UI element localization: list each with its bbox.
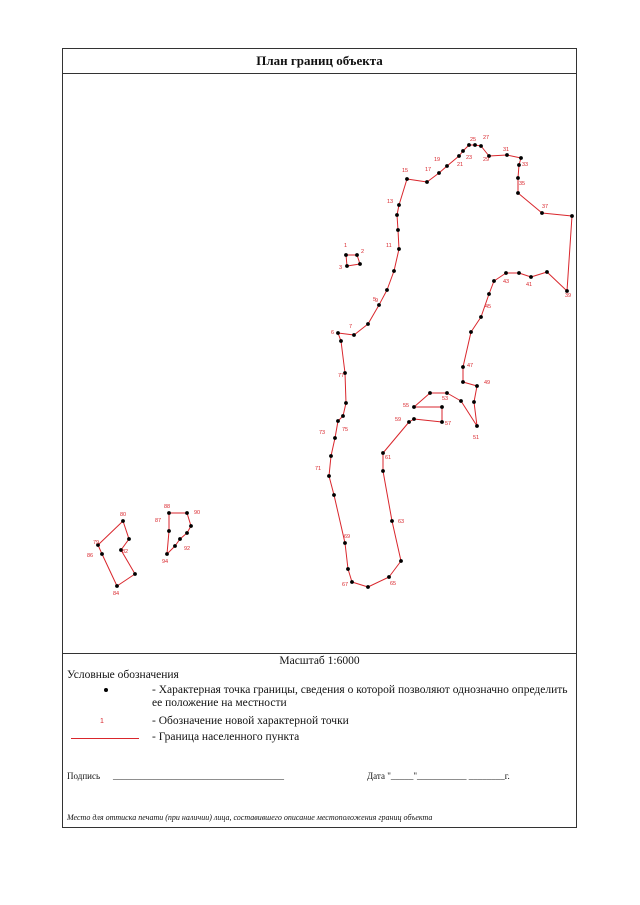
boundary-point xyxy=(381,469,385,473)
point-number-label: 21 xyxy=(457,162,464,168)
boundary-map-svg xyxy=(63,74,576,652)
boundary-point xyxy=(445,164,449,168)
boundary-point xyxy=(127,537,131,541)
boundary-point xyxy=(479,144,483,148)
point-number-label: 3 xyxy=(339,265,343,271)
boundary-point xyxy=(516,191,520,195)
point-number-label: 77 xyxy=(338,373,345,379)
boundary-point xyxy=(385,288,389,292)
point-number-label: 23 xyxy=(466,155,473,161)
boundary-point xyxy=(469,330,473,334)
legend-point-symbol xyxy=(67,684,147,697)
boundary-point xyxy=(457,154,461,158)
boundary-point xyxy=(440,405,444,409)
boundary-point xyxy=(333,436,337,440)
point-number-label: 49 xyxy=(484,380,491,386)
point-number-label: 82 xyxy=(122,549,129,555)
point-number-label: 41 xyxy=(526,282,533,288)
point-number-label: 17 xyxy=(425,167,432,173)
boundary-point xyxy=(461,365,465,369)
point-number-label: 35 xyxy=(519,181,526,187)
boundary-point xyxy=(475,424,479,428)
boundary-point xyxy=(390,519,394,523)
boundary-point xyxy=(529,275,533,279)
boundary-point xyxy=(396,228,400,232)
boundary-point xyxy=(358,262,362,266)
boundary-point xyxy=(487,292,491,296)
boundary-point xyxy=(366,322,370,326)
point-number-label: 9 xyxy=(375,298,379,304)
boundary-point xyxy=(341,414,345,418)
stamp-footer-note: Место для оттиска печати (при наличии) лица, составившего описание местоположения границ объекта xyxy=(67,813,433,822)
signature-label: Подпись xyxy=(67,771,101,781)
point-number-label: 86 xyxy=(87,553,94,559)
boundary-point xyxy=(387,575,391,579)
boundary-point xyxy=(115,584,119,588)
point-number-label: 53 xyxy=(442,396,449,402)
boundary-point xyxy=(519,156,523,160)
boundary-point xyxy=(189,524,193,528)
legend-point-text: - Характерная точка границы, сведения о которой позволяют однозначно определить ее положение на местности xyxy=(152,684,568,709)
point-number-label: 88 xyxy=(164,504,171,510)
boundary-point xyxy=(399,559,403,563)
boundary-point xyxy=(392,269,396,273)
point-number-label: 7 xyxy=(349,324,353,330)
legend-number-text: - Обозначение новой характерной точки xyxy=(152,715,349,727)
signature-blank: ______________________________________ xyxy=(113,771,284,781)
boundary-point xyxy=(473,143,477,147)
boundary-point xyxy=(437,171,441,175)
point-number-label: 6 xyxy=(331,330,335,336)
boundary-point xyxy=(343,541,347,545)
boundary-point xyxy=(570,214,574,218)
boundary-point xyxy=(165,552,169,556)
boundary-point xyxy=(167,529,171,533)
boundary-point xyxy=(504,271,508,275)
boundary-point xyxy=(397,247,401,251)
boundary-point xyxy=(428,391,432,395)
boundary-point xyxy=(405,177,409,181)
boundary-point xyxy=(545,270,549,274)
point-number-label: 61 xyxy=(385,455,392,461)
point-number-label: 11 xyxy=(386,243,392,249)
plan-title: План границ объекта xyxy=(63,49,576,74)
boundary-point xyxy=(173,544,177,548)
point-number-label: 37 xyxy=(542,204,549,210)
boundary-point xyxy=(339,339,343,343)
boundary-line-icon xyxy=(71,738,139,739)
legend-heading: Условные обозначения xyxy=(67,669,179,681)
point-number-label: 71 xyxy=(315,466,322,472)
point-number-label: 2 xyxy=(361,249,365,255)
point-number-label: 92 xyxy=(184,546,191,552)
point-dot-icon xyxy=(104,688,108,692)
date-label: Дата "_____"___________ ________г. xyxy=(367,771,510,781)
boundary-point xyxy=(412,417,416,421)
boundary-point xyxy=(467,143,471,147)
point-number-label: 39 xyxy=(565,293,572,299)
boundary-point xyxy=(492,279,496,283)
boundary-point xyxy=(425,180,429,184)
boundary-point xyxy=(352,333,356,337)
scale-label: Масштаб 1:6000 xyxy=(279,655,360,667)
boundary-point xyxy=(167,511,171,515)
boundary-point xyxy=(395,213,399,217)
boundary-point xyxy=(440,420,444,424)
point-number-label: 45 xyxy=(485,304,492,310)
boundary-map xyxy=(63,74,576,652)
point-number-label: 69 xyxy=(344,534,351,540)
boundary-point xyxy=(412,405,416,409)
legend-number-sample: 1 xyxy=(100,718,104,725)
boundary-point xyxy=(445,391,449,395)
point-number-label: 15 xyxy=(402,168,409,174)
legend-number-symbol xyxy=(67,715,147,728)
point-number-label: 75 xyxy=(342,427,349,433)
boundary-point xyxy=(178,537,182,541)
boundary-point xyxy=(185,531,189,535)
main-boundary-line xyxy=(329,145,572,587)
point-number-label: 65 xyxy=(390,581,397,587)
boundary-point xyxy=(407,420,411,424)
point-number-label: 57 xyxy=(445,421,452,427)
boundary-point xyxy=(345,264,349,268)
point-number-label: 67 xyxy=(342,582,349,588)
point-number-label: 43 xyxy=(503,279,510,285)
plan-sheet xyxy=(62,48,577,828)
boundary-point xyxy=(100,552,104,556)
boundary-point xyxy=(472,400,476,404)
boundary-point xyxy=(505,153,509,157)
boundary-point xyxy=(475,384,479,388)
point-number-label: 87 xyxy=(155,518,162,524)
boundary-point xyxy=(350,580,354,584)
point-number-label: 90 xyxy=(194,510,201,516)
boundary-point xyxy=(121,519,125,523)
boundary-point xyxy=(461,149,465,153)
point-number-label: 59 xyxy=(395,417,402,423)
boundary-point xyxy=(336,419,340,423)
boundary-point xyxy=(366,585,370,589)
boundary-point xyxy=(517,163,521,167)
point-number-label: 80 xyxy=(120,512,127,518)
boundary-point xyxy=(540,211,544,215)
boundary-point xyxy=(329,454,333,458)
point-number-label: 13 xyxy=(387,199,394,205)
point-number-label: 5 xyxy=(373,297,377,303)
point-number-label: 1 xyxy=(344,243,348,249)
boundary-point xyxy=(479,315,483,319)
boundary-point xyxy=(133,572,137,576)
point-number-label: 73 xyxy=(319,430,326,436)
boundary-point xyxy=(327,474,331,478)
point-number-label: 84 xyxy=(113,591,120,597)
boundary-point xyxy=(459,399,463,403)
boundary-point xyxy=(355,253,359,257)
boundary-point xyxy=(517,271,521,275)
point-number-label: 51 xyxy=(473,435,480,441)
point-number-label: 33 xyxy=(522,162,529,168)
boundary-point xyxy=(461,380,465,384)
point-number-label: 47 xyxy=(467,363,474,369)
legend-line-text: - Граница населенного пункта xyxy=(152,731,300,743)
boundary-point xyxy=(336,331,340,335)
boundary-point xyxy=(516,176,520,180)
boundary-point xyxy=(397,203,401,207)
point-number-label: 29 xyxy=(483,157,490,163)
legend-line-symbol xyxy=(67,731,147,744)
point-number-label: 79 xyxy=(93,540,100,546)
boundary-point xyxy=(344,401,348,405)
point-number-label: 27 xyxy=(483,135,490,141)
boundary-point xyxy=(185,511,189,515)
point-number-label: 63 xyxy=(398,519,405,525)
boundary-point xyxy=(344,253,348,257)
point-number-label: 31 xyxy=(503,147,510,153)
point-number-label: 55 xyxy=(403,403,410,409)
boundary-point xyxy=(332,493,336,497)
point-number-label: 94 xyxy=(162,559,169,565)
point-number-label: 25 xyxy=(470,137,477,143)
boundary-point xyxy=(346,567,350,571)
point-number-label: 19 xyxy=(434,157,441,163)
